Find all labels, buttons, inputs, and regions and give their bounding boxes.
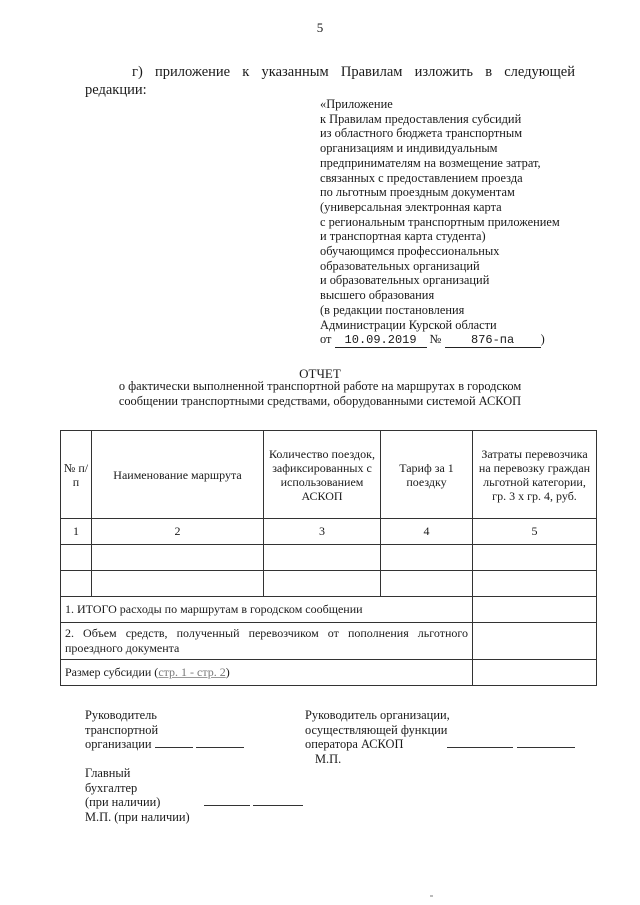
- column-number: 4: [381, 519, 473, 545]
- signature-transport-head: [85, 708, 244, 752]
- appendix-line: с региональным транспортным приложением: [320, 214, 560, 229]
- income-value-cell: [473, 623, 597, 660]
- income-row: [61, 623, 597, 660]
- appendix-line: образовательных организаций: [320, 258, 480, 273]
- column-number: 3: [264, 519, 381, 545]
- order-number: 876-па: [445, 334, 541, 348]
- appendix-line: из областного бюджета транспортным: [320, 126, 523, 141]
- appendix-line: и образовательных организаций: [320, 273, 490, 288]
- appendix-line: (в редакции постановления: [320, 302, 465, 317]
- signature-line: Руководитель организации,: [305, 708, 450, 722]
- appendix-line: предпринимателям на возмещение затрат,: [320, 155, 541, 170]
- table-cell: [264, 571, 381, 597]
- intro-paragraph: [85, 63, 575, 99]
- signature-line: оператора АСКОП: [305, 737, 404, 751]
- subsidy-row: [61, 660, 597, 686]
- table-cell: [473, 545, 597, 571]
- report-subtitle: [70, 379, 570, 409]
- subsidy-formula: стр. 1 - стр. 2: [158, 665, 226, 679]
- header-cell-tariff: Тариф за 1 поездку: [381, 431, 473, 519]
- order-date: 10.09.2019: [335, 334, 427, 348]
- signature-line-with-blank: [305, 737, 575, 752]
- signature-blank: [155, 737, 193, 748]
- total-label: 1. ИТОГО расходы по маршрутам в городском сообщении: [61, 597, 473, 623]
- scan-speck: [430, 895, 433, 897]
- order-from-label: от: [320, 332, 332, 347]
- header-cell-route: Наименование маршрута: [92, 431, 264, 519]
- header-cell-costs: Затраты перевозчика на перевозку граждан льготной категории, гр. 3 х гр. 4, руб.: [473, 431, 597, 519]
- table-row: [61, 571, 597, 597]
- subsidy-label-text: Размер субсидии (: [65, 665, 159, 679]
- signature-blank: [517, 737, 575, 748]
- signature-line-with-blank: [85, 795, 303, 810]
- signature-blank: [447, 737, 513, 748]
- signature-operator-head: [305, 708, 575, 766]
- subsidy-label: [61, 660, 473, 686]
- table-row: [61, 545, 597, 571]
- signature-blank: [204, 795, 250, 806]
- column-number: 1: [61, 519, 92, 545]
- order-number-label: №: [429, 332, 442, 347]
- table-cell: [61, 571, 92, 597]
- report-subtitle-line: сообщении транспортными средствами, оборудованными системой АСКОП: [118, 394, 522, 408]
- income-label: 2. Объем средств, полученный перевозчиком от пополнения льготного проездного документа: [61, 623, 473, 660]
- report-table: [60, 430, 597, 686]
- table-cell: [381, 545, 473, 571]
- signature-accountant: [85, 766, 303, 824]
- header-cell-trips: Количество поездок, зафиксированных с использованием АСКОП: [264, 431, 381, 519]
- total-value-cell: [473, 597, 597, 623]
- signature-line: организации: [85, 737, 152, 751]
- appendix-line: Администрации Курской области: [320, 317, 497, 332]
- table-cell: [381, 571, 473, 597]
- signature-line-with-blank: [85, 737, 244, 752]
- appendix-line: и транспортная карта студента): [320, 229, 486, 244]
- signature-line: транспортной: [85, 722, 159, 737]
- appendix-line: обучающимся профессиональных: [320, 244, 500, 259]
- stamp-label: М.П.: [315, 751, 342, 766]
- appendix-line: высшего образования: [320, 288, 435, 303]
- table-cell: [61, 545, 92, 571]
- report-title: ОТЧЕТ: [299, 366, 341, 381]
- table-cell: [264, 545, 381, 571]
- signature-line: (при наличии): [85, 795, 161, 809]
- signature-line: Главный: [85, 766, 131, 780]
- column-number: 2: [92, 519, 264, 545]
- signature-line: осуществляющей функции: [305, 722, 448, 737]
- appendix-header: [320, 97, 590, 348]
- subsidy-label-close: ): [225, 665, 230, 679]
- table-cell: [92, 545, 264, 571]
- header-cell-number: № п/п: [61, 431, 92, 519]
- table-cell: [92, 571, 264, 597]
- page-number: 5: [316, 20, 324, 35]
- table-cell: [473, 571, 597, 597]
- order-reference: [320, 332, 590, 348]
- appendix-line: по льготным проездным документам: [320, 185, 515, 200]
- signature-blank: [253, 795, 303, 806]
- column-number: 5: [473, 519, 597, 545]
- total-row: [61, 597, 597, 623]
- appendix-line: (универсальная электронная карта: [320, 199, 502, 214]
- subsidy-value-cell: [473, 660, 597, 686]
- signature-line: бухгалтер: [85, 780, 138, 795]
- table-header-row: [61, 431, 597, 519]
- appendix-line: «Приложение: [320, 97, 393, 111]
- signature-blank: [196, 737, 244, 748]
- column-number-row: [61, 519, 597, 545]
- stamp-label: М.П. (при наличии): [85, 809, 190, 824]
- appendix-line: связанных с предоставлением проезда: [320, 170, 523, 185]
- report-subtitle-line: о фактически выполненной транспортной работе на маршрутах в городском: [118, 379, 522, 393]
- order-close: ): [540, 332, 545, 347]
- appendix-line: к Правилам предоставления субсидий: [320, 111, 522, 126]
- appendix-line: организациям и индивидуальным: [320, 141, 498, 156]
- signature-line: Руководитель: [85, 708, 157, 722]
- intro-line-1: г) приложение к указанным Правилам изложить в следующей: [132, 64, 575, 80]
- intro-line-2: редакции:: [85, 82, 147, 98]
